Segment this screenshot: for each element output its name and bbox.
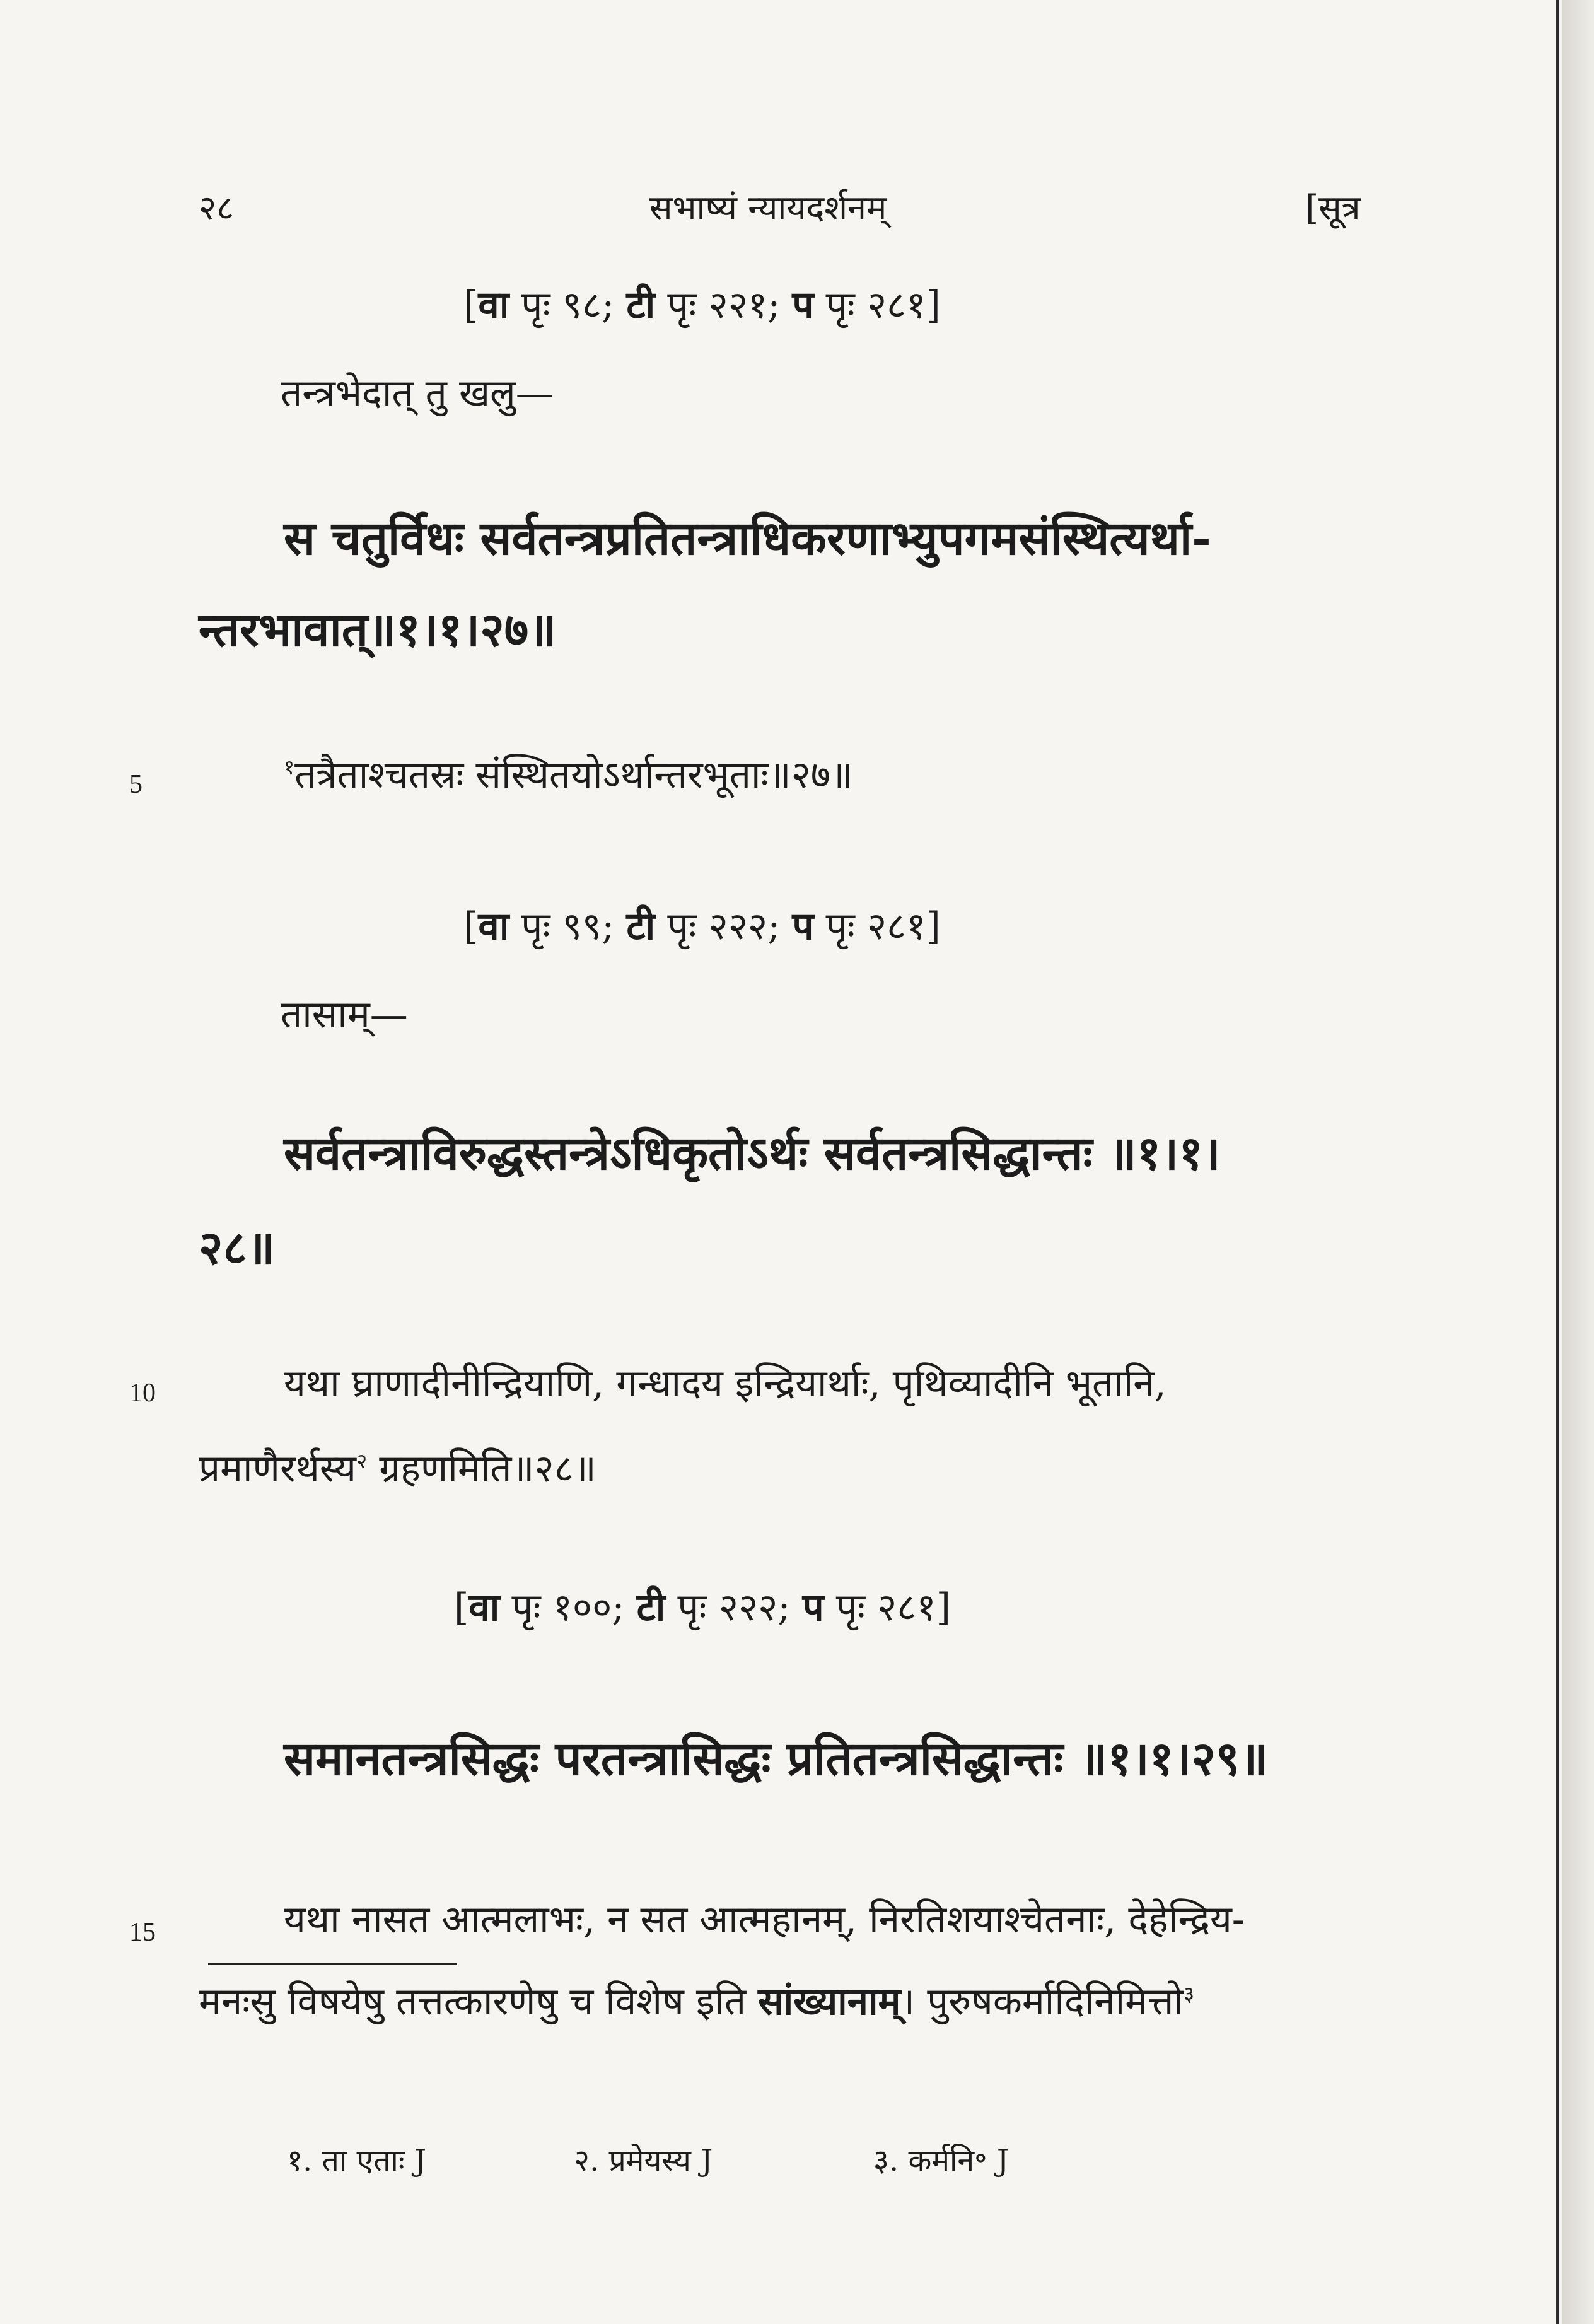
- bhashya-29-line-1: यथा नासत आत्मलाभः, न सत आत्महानम्, निरतिशयाश्चेतनाः, देहेन्द्रिय-: [284, 1898, 1245, 1942]
- reference-line-1: [वा पृः ९८; टी पृः २२१; प पृः २८१]: [463, 283, 941, 327]
- footnote-marker-3: ३: [1184, 1982, 1195, 2006]
- intro-text-1: तन्त्रभेदात् तु खलु—: [281, 371, 554, 416]
- footnote-3: ३. कर्मनि॰ J: [873, 2143, 1009, 2178]
- reference-line-2: [वा पृः ९९; टी पृः २२२; प पृः २८१]: [463, 904, 941, 949]
- footnote-separator: [208, 1963, 457, 1965]
- bhashya-28-line-2: प्रमाणैरर्थस्य$^२$ ग्रहणमिति॥२८॥: [199, 1447, 596, 1491]
- footnote-2: २. प्रमेयस्य J: [574, 2143, 713, 2178]
- footnote-marker-1: १: [284, 755, 295, 780]
- page-edge-shadow: [1562, 0, 1594, 2324]
- sutra-28-line-2: २८॥: [199, 1221, 276, 1275]
- footnote-1: १. ता एताः J: [287, 2143, 427, 2178]
- line-number-10: 10: [129, 1379, 156, 1408]
- sutra-29: समानतन्त्रसिद्धः परतन्त्रासिद्धः प्रतितन्त्रसिद्धान्तः ॥१।१।२९॥: [284, 1732, 1268, 1786]
- sutra-27-line-1: स चतुर्विधः सर्वतन्त्रप्रतितन्त्राधिकरणाभ्युपगमसंस्थित्यर्था-: [284, 511, 1211, 566]
- running-title: सभाष्यं न्यायदर्शनम्: [649, 188, 887, 228]
- bhashya-27: $^१$तत्रैताश्चतस्रः संस्थितयोऽर्थान्तरभूताः॥२७॥: [284, 753, 853, 797]
- page-number: २८: [199, 188, 235, 228]
- footnote-marker-2: २: [356, 1449, 368, 1473]
- sutra-27-line-2: न्तरभावात्॥१।१।२७॥: [199, 603, 557, 657]
- section-label: [सूत्र: [1305, 188, 1361, 228]
- line-number-5: 5: [129, 770, 143, 799]
- bhashya-28-line-1: यथा घ्राणादीनीन्द्रियाणि, गन्धादय इन्द्रियार्थाः, पृथिव्यादीनि भूतानि,: [284, 1362, 1166, 1406]
- sutra-28-line-1: सर्वतन्त्राविरुद्धस्तन्त्रेऽधिकृतोऽर्थः सर्वतन्त्रसिद्धान्तः ॥१।१।: [284, 1126, 1221, 1181]
- binding-edge-line: [1556, 0, 1559, 2324]
- line-number-15: 15: [129, 1918, 156, 1947]
- reference-line-3: [वा पृः १००; टी पृः २२२; प पृः २८१]: [454, 1585, 951, 1630]
- intro-text-2: तासाम्—: [281, 993, 408, 1037]
- bhashya-29-line-2: मनःसु विषयेषु तत्तत्कारणेषु च विशेष इति सांख्यानाम्। पुरुषकर्मादिनिमित्तो$^३$: [199, 1980, 1195, 2024]
